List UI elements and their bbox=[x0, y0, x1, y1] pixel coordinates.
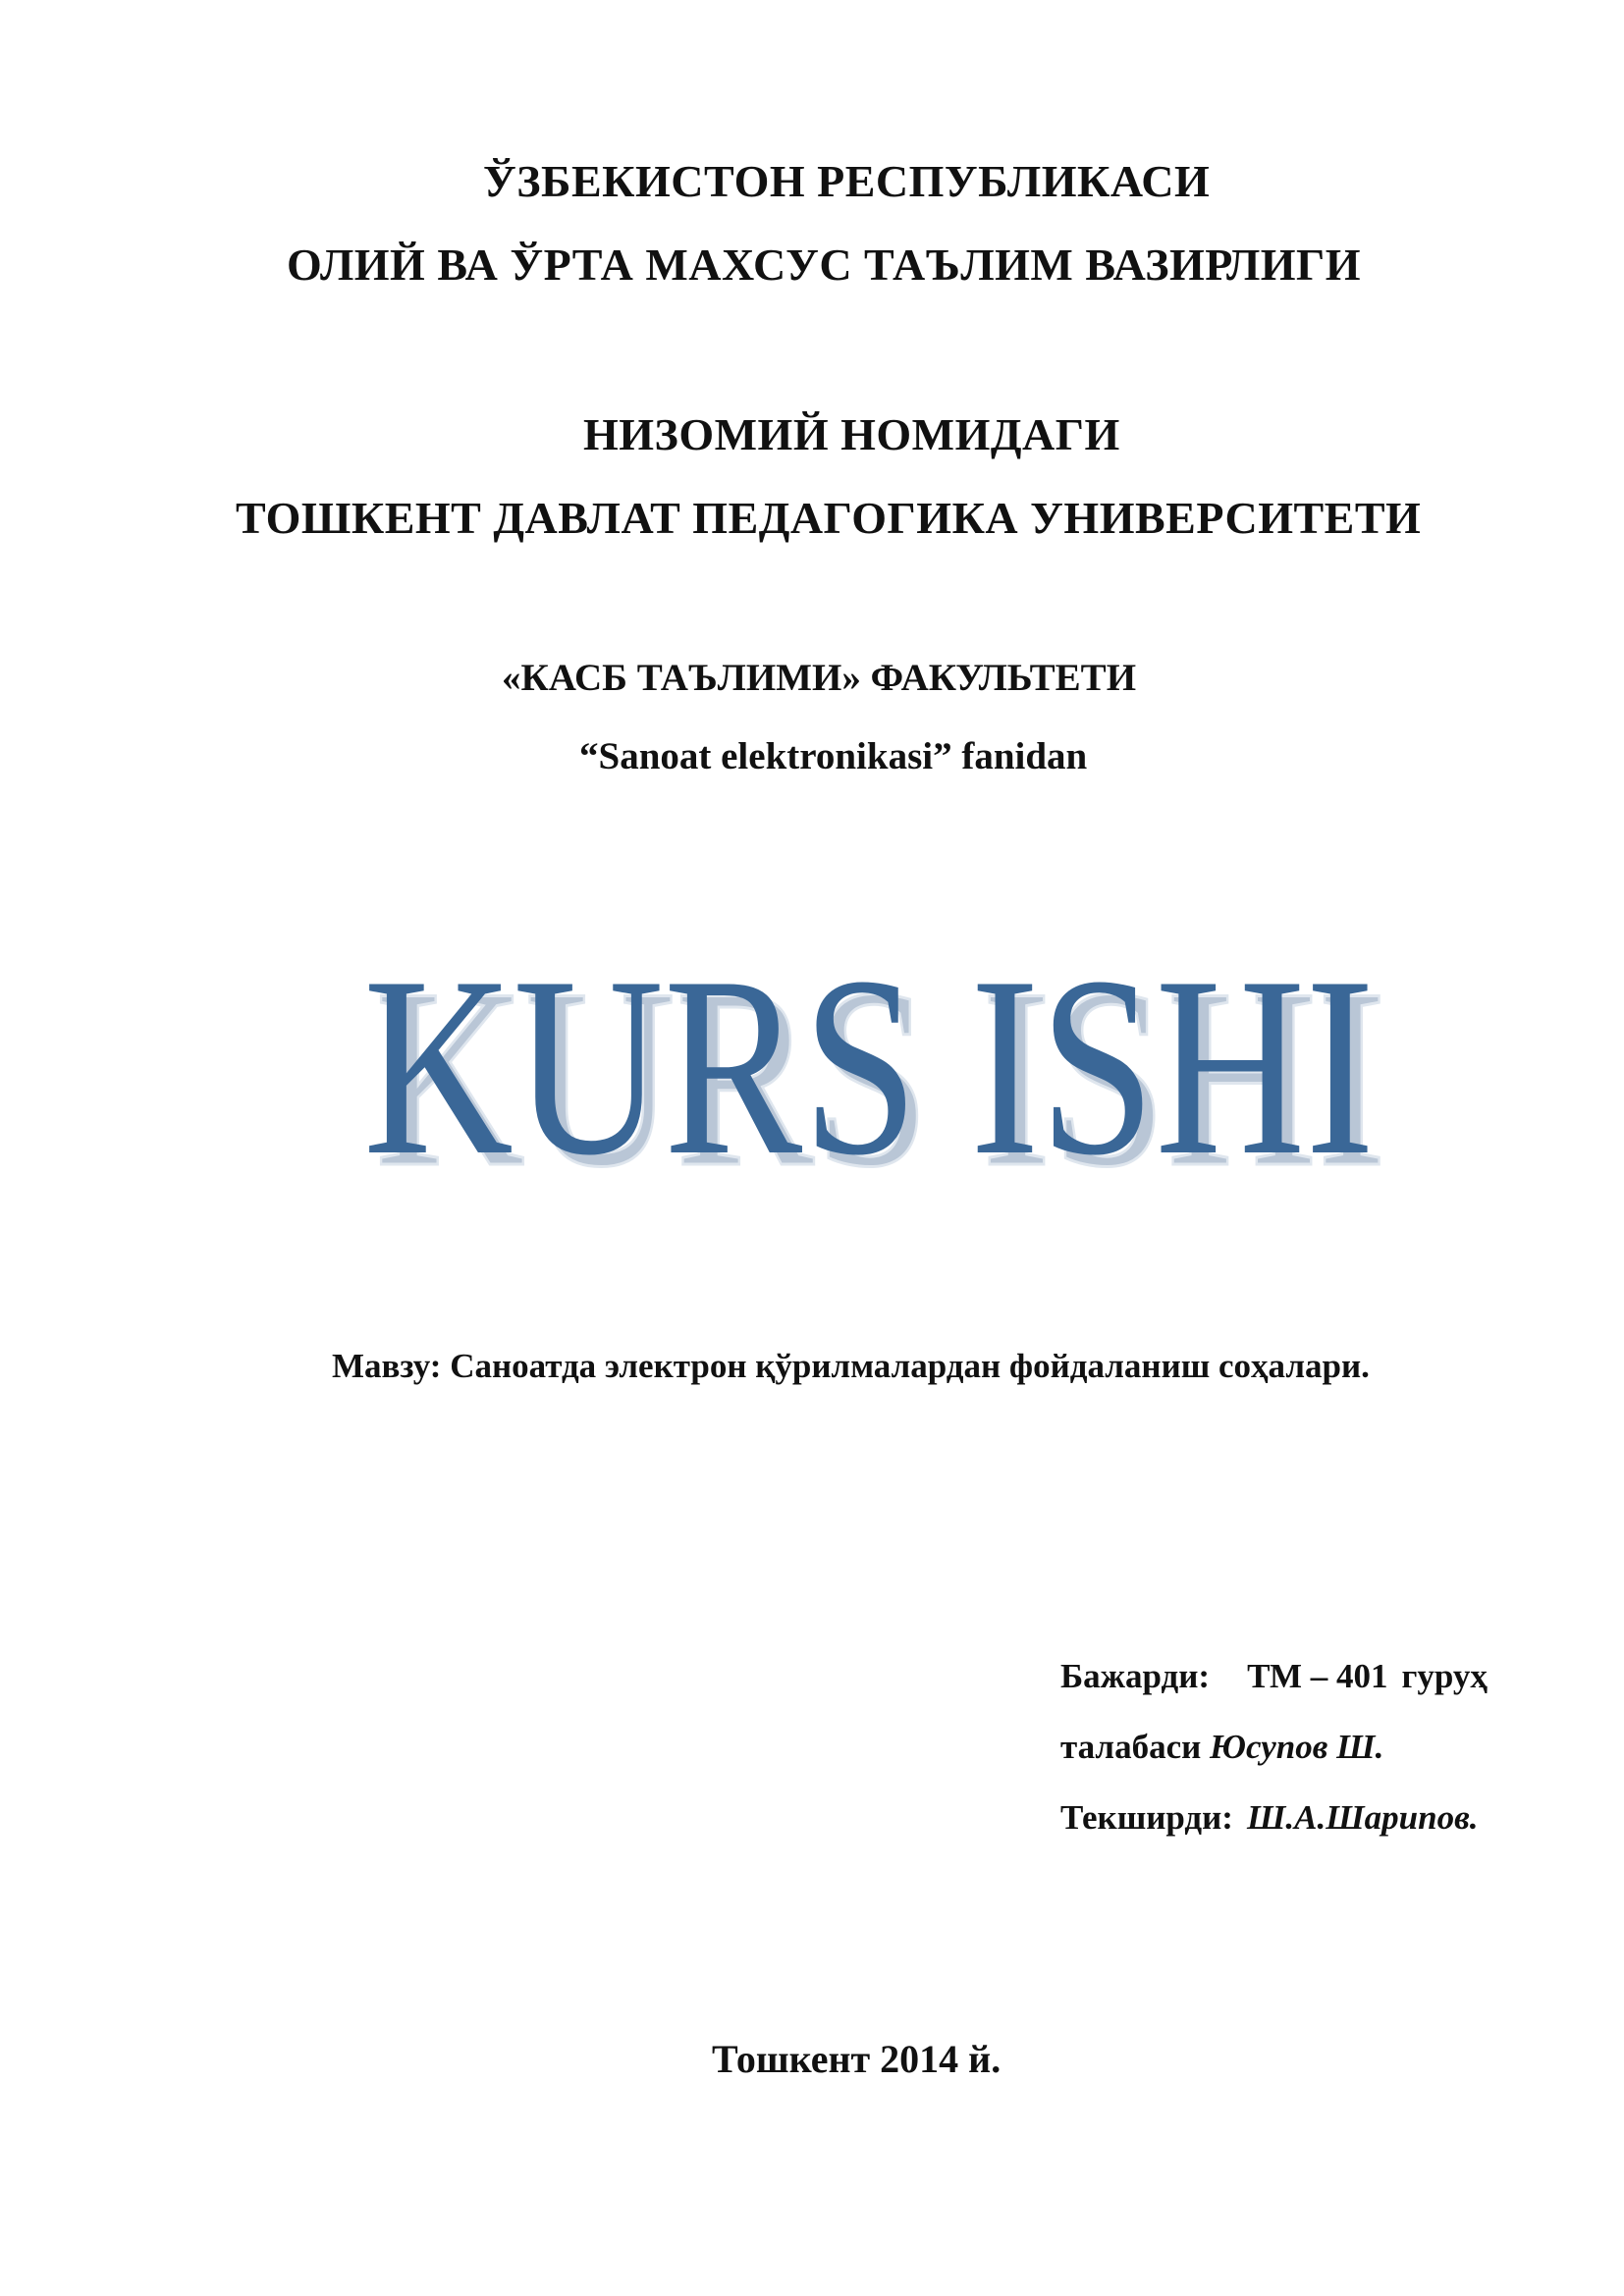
university-line-2: ТОШКЕНТ ДАВЛАТ ПЕДАГОГИКА УНИВЕРСИТЕТИ bbox=[236, 493, 1422, 543]
ministry-line-2: ОЛИЙ ВА ЎРТА МАХСУС ТАЪЛИМ ВАЗИРЛИГИ bbox=[287, 240, 1362, 290]
student-line bbox=[1060, 1728, 1383, 1767]
title-wordart bbox=[363, 933, 1404, 1188]
student-name: Юсупов Ш. bbox=[1210, 1728, 1384, 1766]
faculty-name: «КАСБ ТАЪЛИМИ» ФАКУЛЬТЕТИ bbox=[502, 657, 1137, 699]
group-code: ТМ – 401 bbox=[1247, 1657, 1388, 1695]
title-shadow: KURS ISHI bbox=[375, 935, 1386, 1188]
performed-label: Бажарди: bbox=[1060, 1657, 1211, 1695]
footer-city-year: Тошкент 2014 й. bbox=[712, 2037, 1001, 2081]
checked-by-line bbox=[1060, 1798, 1478, 1838]
ministry-line-1: ЎЗБЕКИСТОН РЕСПУБЛИКАСИ bbox=[483, 156, 1211, 206]
title-text: KURS ISHI bbox=[363, 933, 1375, 1188]
performed-by-line bbox=[1060, 1657, 1488, 1696]
checked-label: Текширди: bbox=[1060, 1798, 1233, 1837]
university-line-1: НИЗОМИЙ НОМИДАГИ bbox=[583, 409, 1120, 459]
topic-line: Мавзу: Саноатда электрон қўрилмалардан фойдаланиш соҳалари. bbox=[332, 1347, 1370, 1385]
student-label: талабаси bbox=[1060, 1728, 1202, 1766]
subject-name: “Sanoat elektronikasi” fanidan bbox=[579, 735, 1088, 777]
checker-name: Ш.А.Шарипов. bbox=[1246, 1798, 1479, 1837]
group-word: гуруҳ bbox=[1401, 1657, 1488, 1695]
